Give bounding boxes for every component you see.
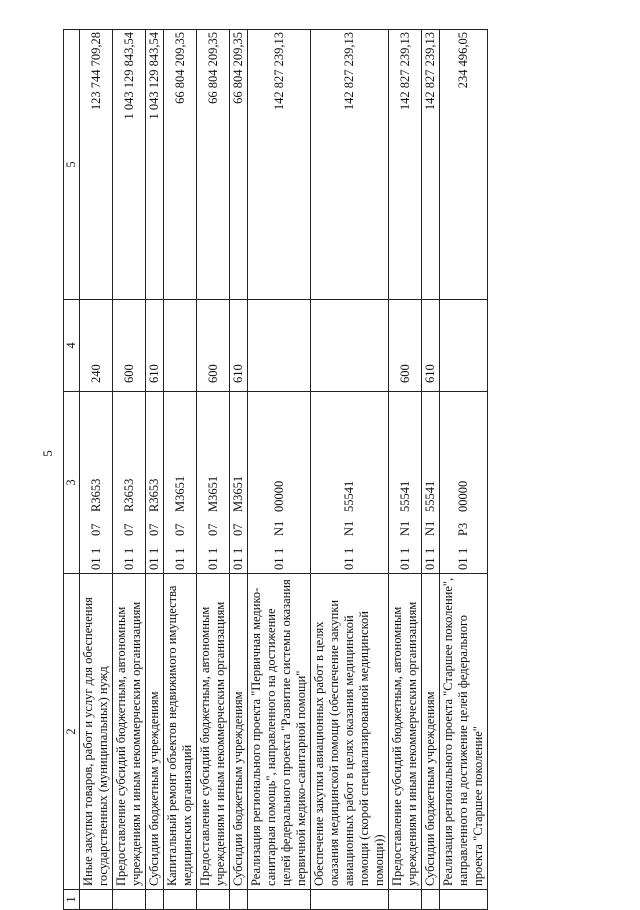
code-part: М3651: [172, 475, 187, 512]
row-name-cell: Субсидии бюджетным учреждениям: [230, 574, 248, 890]
code-part: P3: [456, 522, 470, 536]
code-part: 00000: [456, 480, 470, 512]
header-cell-3: 3: [64, 392, 80, 574]
code-part: 01: [121, 557, 136, 570]
table-header-row: [64, 30, 80, 910]
row-amount-cell: 66 804 209,35: [197, 30, 230, 300]
code-part: R3653: [121, 478, 136, 512]
table-row: [311, 30, 389, 910]
row-expense-type-cell: [248, 300, 311, 392]
code-part: 1: [231, 547, 245, 554]
row-name-cell: Субсидии бюджетным учреждениям: [146, 574, 164, 890]
code-part: 01: [205, 557, 220, 570]
row-index-cell: [80, 890, 113, 910]
code-part: М3651: [205, 475, 220, 512]
table-row: [146, 30, 164, 910]
rotated-table-container: [63, 30, 623, 910]
row-code-cell: [389, 392, 422, 574]
table-row: [197, 30, 230, 910]
row-expense-type-cell: [311, 300, 389, 392]
row-index-cell: [440, 890, 488, 910]
row-code-cell: [113, 392, 146, 574]
row-code-cell: [146, 392, 164, 574]
code-part: 07: [88, 523, 103, 536]
code-part: 1: [423, 547, 437, 554]
row-amount-cell: 123 744 709,28: [80, 30, 113, 300]
row-amount-cell: 66 804 209,35: [164, 30, 197, 300]
row-code-cell: [248, 392, 311, 574]
row-name-cell: Реализация регионального проекта "Старшее поколение", направленного на достижение целей федерального проекта "Старшее поколение": [440, 574, 488, 890]
code-part: N1: [423, 520, 437, 536]
row-expense-type-cell: [164, 300, 197, 392]
code-part: М3651: [231, 475, 245, 512]
table-row: [440, 30, 488, 910]
code-part: 01: [231, 557, 245, 570]
row-expense-type-cell: 610: [230, 300, 248, 392]
row-amount-cell: 234 496,05: [440, 30, 488, 300]
row-amount-cell: 142 827 239,13: [389, 30, 422, 300]
table-row: [248, 30, 311, 910]
code-part: 55541: [397, 480, 412, 512]
row-amount-cell: 1 043 129 843,54: [113, 30, 146, 300]
row-name-cell: Предоставление субсидий бюджетным, автономным учреждениям и иным некоммерческим организациям: [197, 574, 230, 890]
table-row: [389, 30, 422, 910]
row-expense-type-cell: 610: [146, 300, 164, 392]
code-part: 01: [456, 557, 470, 570]
code-part: 55541: [423, 480, 437, 512]
row-code-cell: [311, 392, 389, 574]
code-part: N1: [342, 520, 356, 536]
code-part: 1: [88, 547, 103, 554]
row-code-cell: [230, 392, 248, 574]
row-name-cell: Реализация регионального проекта "Первичная медико-санитарная помощь", направленного на достижение целей федерального проекта "Развитие системы оказания первичной медико-санитарной помощи": [248, 574, 311, 890]
table-row: [80, 30, 113, 910]
row-index-cell: [146, 890, 164, 910]
header-cell-2: 2: [64, 574, 80, 890]
row-name-cell: Иные закупки товаров, работ и услуг для обеспечения государственных (муниципальных) нужд: [80, 574, 113, 890]
code-part: 00000: [271, 480, 286, 512]
row-index-cell: [113, 890, 146, 910]
code-part: 01: [147, 557, 161, 570]
code-part: 01: [88, 557, 103, 570]
row-code-cell: [80, 392, 113, 574]
budget-table: [63, 29, 488, 910]
code-part: 1: [121, 547, 136, 554]
row-amount-cell: 142 827 239,13: [248, 30, 311, 300]
row-expense-type-cell: 600: [197, 300, 230, 392]
table-row: [422, 30, 440, 910]
row-index-cell: [422, 890, 440, 910]
row-amount-cell: 142 827 239,13: [311, 30, 389, 300]
code-part: 55541: [342, 480, 356, 512]
code-part: N1: [271, 520, 286, 536]
row-name-cell: Капитальный ремонт объектов недвижимого имущества медицинских организаций: [164, 574, 197, 890]
row-expense-type-cell: [440, 300, 488, 392]
code-part: 01: [423, 557, 437, 570]
code-part: 1: [147, 547, 161, 554]
row-expense-type-cell: 600: [389, 300, 422, 392]
row-code-cell: [422, 392, 440, 574]
row-name-cell: Предоставление субсидий бюджетным, автономным учреждениям и иным некоммерческим организациям: [389, 574, 422, 890]
page-number: 5: [39, 450, 55, 457]
code-part: 1: [172, 547, 187, 554]
row-code-cell: [164, 392, 197, 574]
row-index-cell: [248, 890, 311, 910]
code-part: 01: [271, 557, 286, 570]
row-amount-cell: 1 043 129 843,54: [146, 30, 164, 300]
row-expense-type-cell: 600: [113, 300, 146, 392]
row-index-cell: [230, 890, 248, 910]
code-part: 07: [147, 523, 161, 536]
row-amount-cell: 142 827 239,13: [422, 30, 440, 300]
code-part: 07: [172, 523, 187, 536]
code-part: 07: [205, 523, 220, 536]
code-part: 01: [172, 557, 187, 570]
code-part: 01: [342, 557, 356, 570]
code-part: N1: [397, 520, 412, 536]
row-expense-type-cell: 240: [80, 300, 113, 392]
header-cell-1: 1: [64, 890, 80, 910]
header-cell-4: 4: [64, 300, 80, 392]
row-name-cell: Предоставление субсидий бюджетным, автономным учреждениям и иным некоммерческим организациям: [113, 574, 146, 890]
code-part: R3653: [88, 478, 103, 512]
code-part: 07: [121, 523, 136, 536]
code-part: 1: [271, 547, 286, 554]
code-part: 1: [205, 547, 220, 554]
row-index-cell: [164, 890, 197, 910]
header-cell-5: 5: [64, 30, 80, 300]
row-index-cell: [197, 890, 230, 910]
table-body: [80, 30, 488, 910]
row-index-cell: [389, 890, 422, 910]
code-part: 1: [342, 547, 356, 554]
code-part: R3653: [147, 478, 161, 512]
code-part: 1: [456, 547, 470, 554]
code-part: 07: [231, 523, 245, 536]
table-row: [164, 30, 197, 910]
code-part: 01: [397, 557, 412, 570]
row-name-cell: Субсидии бюджетным учреждениям: [422, 574, 440, 890]
row-code-cell: [440, 392, 488, 574]
row-code-cell: [197, 392, 230, 574]
code-part: 1: [397, 547, 412, 554]
table-row: [113, 30, 146, 910]
row-expense-type-cell: 610: [422, 300, 440, 392]
table-row: [230, 30, 248, 910]
row-index-cell: [311, 890, 389, 910]
row-amount-cell: 66 804 209,35: [230, 30, 248, 300]
row-name-cell: Обеспечение закупки авиационных работ в целях оказания медицинской помощи (обеспечение закупки авиационных работ в целях оказания медицинской помощи (скорой специализированной медицинской помощи)): [311, 574, 389, 890]
